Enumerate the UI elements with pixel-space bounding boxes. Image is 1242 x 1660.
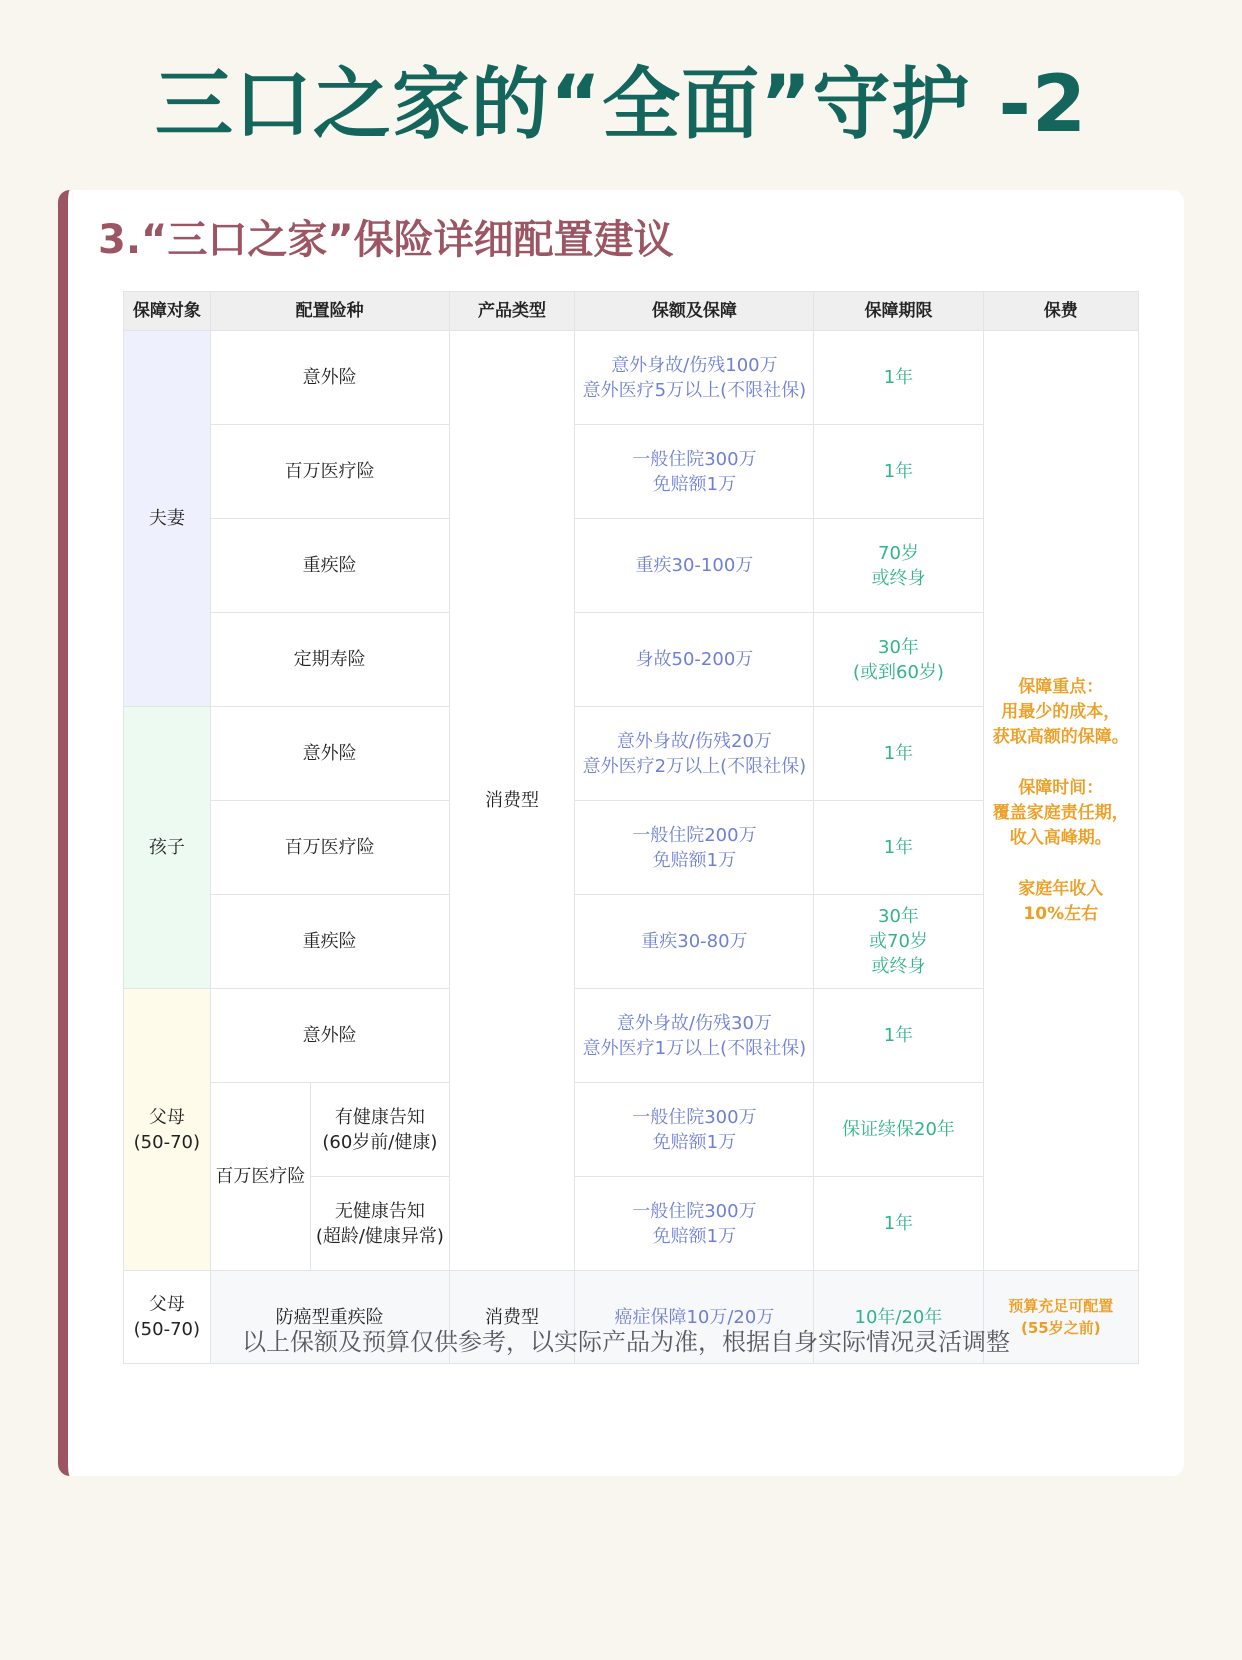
header-premium: 保费 — [983, 292, 1138, 331]
premium-focus-line: 用最少的成本， — [1001, 701, 1121, 722]
last-row-target-line: (50-70) — [133, 1319, 201, 1340]
table-row — [124, 331, 1139, 425]
header-insurance: 配置险种 — [210, 292, 449, 331]
section-heading: 3.“三口之家”保险详细配置建议 — [98, 217, 674, 263]
insurance-cell: 防癌型重疾险 — [210, 1271, 449, 1364]
premium-income-line: 10%左右 — [1023, 903, 1099, 924]
last-row-target-line: 父母 — [148, 1294, 185, 1315]
term-cell — [814, 895, 983, 989]
product-type-cell: 消费型 — [449, 331, 575, 1271]
insurance-cell: 定期寿险 — [210, 613, 449, 707]
term-cell: 1年 — [814, 989, 983, 1083]
coverage-cell — [575, 1083, 814, 1177]
term-cell: 1年 — [814, 425, 983, 519]
coverage-cell: 身故50-200万 — [575, 613, 814, 707]
coverage-line: 免赔额1万 — [652, 1131, 737, 1153]
term-cell — [814, 613, 983, 707]
term-line: 30年 — [878, 906, 919, 927]
insurance-sub-line: (60岁前/健康) — [322, 1131, 438, 1153]
premium-time-line: 覆盖家庭责任期， — [992, 802, 1129, 823]
coverage-line: 免赔额1万 — [652, 473, 737, 495]
coverage-cell — [575, 707, 814, 801]
term-line: 30年 — [878, 636, 919, 658]
coverage-cell — [575, 989, 814, 1083]
coverage-line: 意外医疗2万以上(不限社保) — [582, 755, 807, 777]
coverage-line: 一般住院300万 — [632, 1200, 757, 1222]
insurance-cell: 百万医疗险 — [210, 425, 449, 519]
premium-note-cell — [983, 331, 1138, 1271]
term-cell: 1年 — [814, 331, 983, 425]
parent-medical-insurance-cell: 百万医疗险 — [210, 1083, 310, 1271]
header-coverage: 保额及保障 — [575, 292, 814, 331]
insurance-cell: 意外险 — [210, 331, 449, 425]
premium-focus-title: 保障重点： — [1018, 676, 1104, 697]
premium-line: 预算充足可配置 — [1008, 1297, 1114, 1315]
coverage-cell — [575, 1177, 814, 1271]
insurance-sub-line: 有健康告知 — [334, 1106, 425, 1128]
target-parents — [124, 989, 211, 1271]
term-cell: 1年 — [814, 1177, 983, 1271]
target-child: 孩子 — [124, 707, 211, 989]
coverage-cell: 重疾30-80万 — [575, 895, 814, 989]
page-title: 三口之家的“全面”守护 -2 — [154, 60, 1088, 150]
term-line: 70岁 — [878, 542, 919, 564]
insurance-sub-line: 无健康告知 — [334, 1200, 425, 1222]
term-cell: 1年 — [814, 801, 983, 895]
term-cell: 保证续保20年 — [814, 1083, 983, 1177]
header-product-type: 产品类型 — [449, 292, 575, 331]
coverage-line: 意外身故/伤残100万 — [611, 354, 778, 376]
product-type-cell: 消费型 — [449, 1271, 575, 1364]
coverage-cell: 重疾30-100万 — [575, 519, 814, 613]
premium-line: (55岁之前) — [1020, 1319, 1101, 1337]
coverage-cell — [575, 425, 814, 519]
insurance-sub-line: (超龄/健康异常) — [315, 1225, 444, 1247]
premium-income-line: 家庭年收入 — [1018, 878, 1104, 899]
premium-time-line: 收入高峰期。 — [1009, 827, 1112, 848]
coverage-line: 一般住院300万 — [632, 448, 757, 470]
header-target: 保障对象 — [124, 292, 211, 331]
coverage-line: 一般住院200万 — [632, 824, 757, 846]
coverage-line: 免赔额1万 — [652, 849, 737, 871]
term-cell: 1年 — [814, 707, 983, 801]
insurance-sub-cell — [311, 1083, 450, 1177]
header-term: 保障期限 — [814, 292, 983, 331]
coverage-line: 意外医疗5万以上(不限社保) — [582, 379, 807, 401]
insurance-sub-cell — [311, 1177, 450, 1271]
insurance-cell: 意外险 — [210, 989, 449, 1083]
config-card — [58, 190, 1184, 1476]
insurance-cell: 百万医疗险 — [210, 801, 449, 895]
coverage-line: 意外医疗1万以上(不限社保) — [582, 1037, 807, 1059]
target-parents-line: 父母 — [148, 1106, 185, 1128]
footer-note: 以上保额及预算仅供参考，以实际产品为准，根据自身实际情况灵活调整 — [242, 1328, 1010, 1356]
target-parents-line: (50-70) — [133, 1131, 201, 1153]
coverage-cell — [575, 801, 814, 895]
coverage-line: 意外身故/伤残30万 — [616, 1012, 772, 1034]
table-header-row — [124, 292, 1139, 331]
coverage-line: 免赔额1万 — [652, 1225, 737, 1247]
insurance-cell: 重疾险 — [210, 895, 449, 989]
coverage-cell: 癌症保障10万/20万 — [575, 1271, 814, 1364]
coverage-line: 意外身故/伤残20万 — [616, 730, 772, 752]
target-couple: 夫妻 — [124, 331, 211, 707]
term-line: (或到60岁) — [852, 661, 944, 683]
premium-focus-line: 获取高额的保障。 — [992, 726, 1129, 747]
term-cell: 10年/20年 — [814, 1271, 983, 1364]
insurance-cell: 重疾险 — [210, 519, 449, 613]
coverage-cell — [575, 331, 814, 425]
term-line: 或70岁 — [869, 931, 928, 952]
term-line: 或终身 — [871, 567, 926, 589]
insurance-config-table — [123, 291, 1139, 1364]
coverage-line: 一般住院300万 — [632, 1106, 757, 1128]
term-cell — [814, 519, 983, 613]
term-line: 或终身 — [871, 956, 926, 977]
premium-time-title: 保障时间： — [1018, 777, 1104, 798]
insurance-cell: 意外险 — [210, 707, 449, 801]
